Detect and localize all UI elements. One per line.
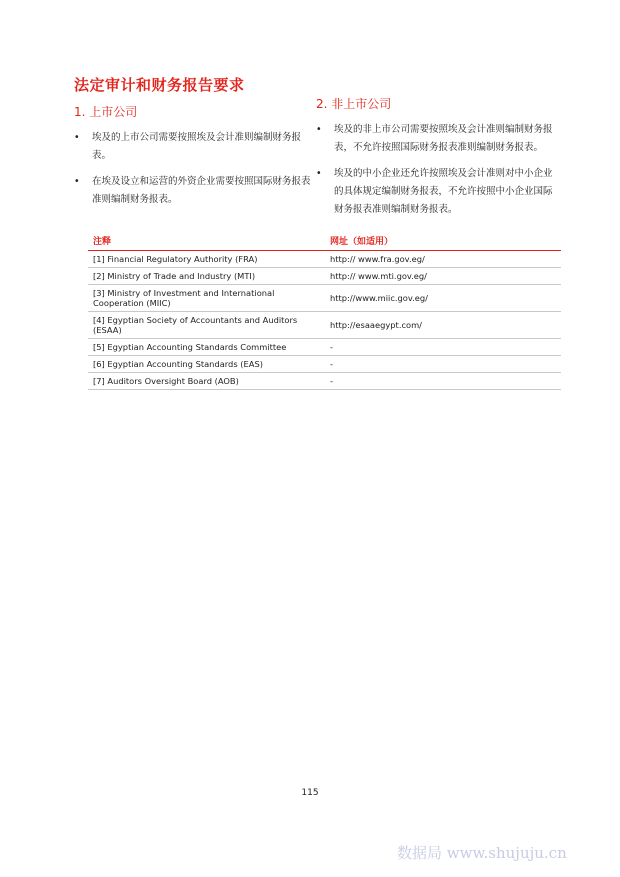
list-item-text: 埃及的上市公司需要按照埃及会计准则编制财务报表。 [92,132,302,161]
list-item-text: 埃及的非上市公司需要按照埃及会计准则编制财务报表，不允许按照国际财务报表准则编制财务报表。 [334,124,553,153]
unlisted-companies-heading: 2. 非上市公司 [316,97,392,111]
note-cell: [1] Financial Regulatory Authority (FRA) [88,251,325,268]
page-title: 法定审计和财务报告要求 [74,76,245,94]
list-item [74,129,314,165]
url-column-header: 网址（如适用） [325,233,561,251]
page-number: 115 [301,788,319,798]
list-item [74,173,314,209]
table-row [88,339,561,356]
url-cell: - [325,356,561,373]
list-item-text: 埃及的中小企业还允许按照埃及会计准则对中小企业的具体规定编制财务报表，不允许按照中小企业国际财务报表准则编制财务报表。 [334,168,553,215]
listed-companies-section [74,103,314,217]
url-cell[interactable]: http://esaaegypt.com/ [325,312,561,339]
note-cell: [5] Egyptian Accounting Standards Committee [88,339,325,356]
listed-companies-list [74,129,314,209]
bullet-icon: • [316,168,322,179]
note-cell: [7] Auditors Oversight Board (AOB) [88,373,325,390]
table-row [88,312,561,339]
note-cell: [3] Ministry of Investment and International Cooperation (MIIC) [88,285,325,312]
url-cell: - [325,339,561,356]
listed-companies-heading: 1. 上市公司 [74,105,138,119]
table-row [88,356,561,373]
url-cell[interactable]: http://www.miic.gov.eg/ [325,285,561,312]
bullet-icon: • [316,124,322,135]
notes-column-header: 注释 [88,233,325,251]
watermark: 数据局 www.shujuju.cn [397,844,567,862]
list-item [316,165,556,219]
table-header-row [88,233,561,251]
notes-table [88,233,561,390]
note-cell: [6] Egyptian Accounting Standards (EAS) [88,356,325,373]
url-cell[interactable]: http:// www.fra.gov.eg/ [325,251,561,268]
note-cell: [2] Ministry of Trade and Industry (MTI) [88,268,325,285]
unlisted-companies-list [316,121,556,219]
note-cell: [4] Egyptian Society of Accountants and Auditors (ESAA) [88,312,325,339]
table-row [88,251,561,268]
url-cell: - [325,373,561,390]
bullet-icon: • [74,176,80,187]
url-cell[interactable]: http:// www.mti.gov.eg/ [325,268,561,285]
list-item-text: 在埃及设立和运营的外资企业需要按照国际财务报表准则编制财务报表。 [92,176,311,205]
unlisted-companies-section [316,95,556,227]
table-row [88,268,561,285]
table-row [88,285,561,312]
list-item [316,121,556,157]
table-row [88,373,561,390]
bullet-icon: • [74,132,80,143]
